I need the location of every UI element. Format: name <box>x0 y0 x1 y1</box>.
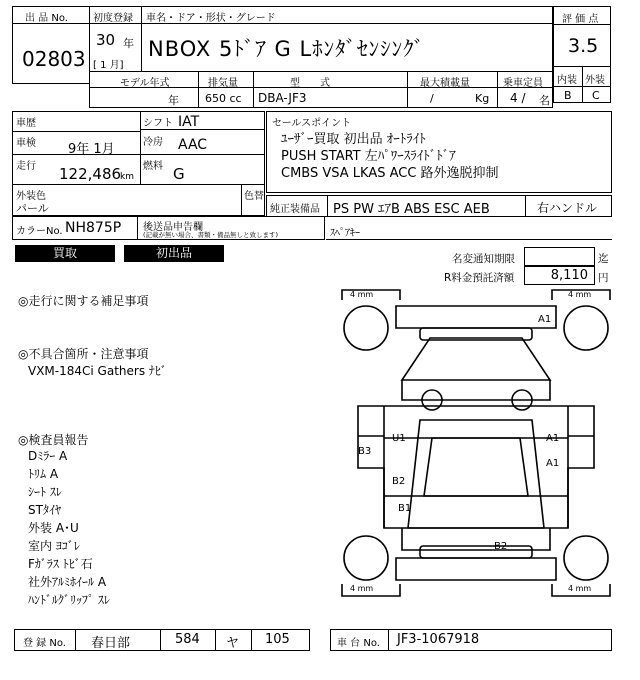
aircon-value: AAC <box>178 137 208 153</box>
chassis-box <box>330 629 612 651</box>
ext-color-value: パール <box>16 202 49 215</box>
recycle-value: 8,110 <box>550 268 588 283</box>
fuel-label: 燃料 <box>143 161 163 172</box>
equipment-items: PS PW ｴｱB ABS ESC AEB <box>333 202 490 217</box>
tag-first-listing: 初出品 <box>124 245 224 262</box>
inspector-line: Fｶﾞﾗｽ ﾄﾋﾞ石 <box>28 557 93 571</box>
inspector-line: ﾊﾝﾄﾞﾙｸﾞﾘｯﾌﾟ ｽﾚ <box>28 593 110 607</box>
displacement-value: 650 cc <box>205 92 242 105</box>
sales-point-line: CMBS VSA LKAS ACC 路外逸脱抑制 <box>281 166 499 181</box>
reg-kana: ヤ <box>226 636 240 651</box>
capacity-value: 4 / <box>510 91 526 105</box>
inspector-line: ﾄﾘﾑ A <box>28 467 59 481</box>
ext-color-label: 外装色 <box>16 191 46 202</box>
supplement-title: ◎走行に関する補足事項 <box>18 294 149 308</box>
inspector-line: Dﾐﾗｰ A <box>28 449 68 463</box>
car-name-box <box>141 6 553 72</box>
inspector-line: ｼｰﾄ ｽﾚ <box>28 485 62 499</box>
recycle-unit: 円 <box>598 272 609 284</box>
damage-mark: B3 <box>358 446 372 457</box>
notice-value-box <box>524 247 595 266</box>
reg-year: 30 <box>96 31 116 49</box>
shipping-label: 後送品申告欄 <box>143 222 203 233</box>
reg-class: 584 <box>175 632 200 647</box>
damage-mark: A1 <box>538 314 552 325</box>
inspection-value: 9年 1月 <box>68 142 115 157</box>
shipping-box <box>137 216 325 240</box>
inspector-line: 社外ｱﾙﾐﾎｲｰﾙ A <box>28 575 107 589</box>
notice-label: 名変通知期限 <box>452 253 515 265</box>
notice-unit: 迄 <box>598 253 609 265</box>
tag-buyback: 買取 <box>15 245 115 262</box>
type-label: 型 式 <box>290 78 330 89</box>
mileage-unit: km <box>120 172 134 182</box>
interior-grade: B <box>564 89 572 102</box>
mileage-value: 122,486 <box>59 165 122 183</box>
color-no-label: カラーNo. <box>16 226 63 237</box>
model-header: 車名・ドア・形状・グレード <box>146 13 276 24</box>
fuel-value: G <box>173 165 185 183</box>
equipment-label: 純正装備品 <box>270 204 320 215</box>
tire-depth-label: 4 mm <box>568 584 592 593</box>
exterior-label: 外装 <box>585 75 605 86</box>
damage-mark: U1 <box>392 433 406 444</box>
model-year-unit: 年 <box>168 94 179 107</box>
equipment-box <box>266 195 612 217</box>
damage-mark: B2 <box>494 541 508 552</box>
color-number-box <box>12 216 138 240</box>
car-condition-diagram <box>340 288 612 600</box>
mileage-label: 走行 <box>16 161 36 172</box>
tire-depth-label: 4 mm <box>568 290 592 299</box>
recycle-label: R料金預託済額 <box>444 272 515 284</box>
tire-depth-label: 4 mm <box>350 290 374 299</box>
capacity-label: 乗車定員 <box>503 78 543 89</box>
first-reg-label: 初度登録 <box>93 13 133 24</box>
steering-side: 右ハンドル <box>537 201 598 215</box>
score-label: 評 価 点 <box>562 14 599 25</box>
capacity-unit: 名 <box>539 94 550 107</box>
sales-point-line: ﾕｰｻﾞｰ買取 初出品 ｵｰﾄﾗｲﾄ <box>281 132 426 147</box>
shift-label: シフト <box>143 118 173 129</box>
recycle-value-box <box>524 266 595 285</box>
inspector-line: STﾀｲﾔ <box>28 503 61 517</box>
damage-mark: B1 <box>398 503 412 514</box>
shipping-sub: (記載が無い場合、書類・備品無しと致します) <box>143 231 279 239</box>
damage-mark: A1 <box>546 458 560 469</box>
reg-number: 105 <box>265 632 290 647</box>
lot-number-box <box>12 6 90 84</box>
inspector-line: 室内 ﾖｺﾞﾚ <box>28 539 80 553</box>
reg-label: 登 録 No. <box>23 638 66 649</box>
color-no-value: NH875P <box>65 220 122 236</box>
inspection-label: 車検 <box>16 138 36 149</box>
shift-value: IAT <box>178 114 200 130</box>
overall-score: 3.5 <box>568 35 599 57</box>
chassis-number: JF3-1067918 <box>397 632 480 647</box>
damage-mark: A1 <box>546 433 560 444</box>
max-load-unit: Kg <box>475 92 490 105</box>
details-box <box>12 111 265 216</box>
aircon-label: 冷房 <box>143 137 163 148</box>
inspector-title: ◎検査員報告 <box>18 433 89 447</box>
reg-year-unit: 年 <box>123 37 134 50</box>
car-name: NBOX 5ﾄﾞｱ G Lﾎﾝﾀﾞｾﾝｼﾝｸﾞ <box>148 37 426 61</box>
reg-area: 春日部 <box>91 636 131 651</box>
sales-point-line: PUSH START 左ﾊﾟﾜｰｽﾗｲﾄﾞﾄﾞｱ <box>281 149 456 164</box>
sales-points-box <box>266 111 612 193</box>
sales-points-label: セールスポイント <box>272 118 352 129</box>
chassis-label: 車 台 No. <box>337 638 380 649</box>
registration-box <box>14 629 310 651</box>
defects-line: VXM-184Ci Gathers ﾅﾋﾞ <box>28 364 167 378</box>
max-load-slash: / <box>430 92 434 105</box>
inspector-line: 外装 A･U <box>28 521 79 535</box>
color-change-label: 色替 <box>244 191 264 202</box>
max-load-label: 最大積載量 <box>420 78 470 89</box>
reg-month: [ 1 月] <box>93 60 124 71</box>
type-code: DBA-JF3 <box>258 91 307 105</box>
score-box <box>553 6 611 103</box>
spec-row <box>89 71 553 108</box>
shipping-value: ｽﾍﾟｱｷｰ <box>330 228 360 239</box>
model-year-label: モデル年式 <box>120 78 170 89</box>
damage-mark: B2 <box>392 476 406 487</box>
displacement-label: 排気量 <box>208 78 238 89</box>
history-label: 車歴 <box>16 118 36 129</box>
defects-title: ◎不具合箇所・注意事項 <box>18 347 149 361</box>
first-registration-box <box>89 6 142 72</box>
interior-label: 内装 <box>557 75 577 86</box>
lot-label: 出 品 No. <box>25 13 68 24</box>
exterior-grade: C <box>592 89 600 102</box>
tire-depth-label: 4 mm <box>350 584 374 593</box>
lot-number: 02803 <box>22 47 86 71</box>
